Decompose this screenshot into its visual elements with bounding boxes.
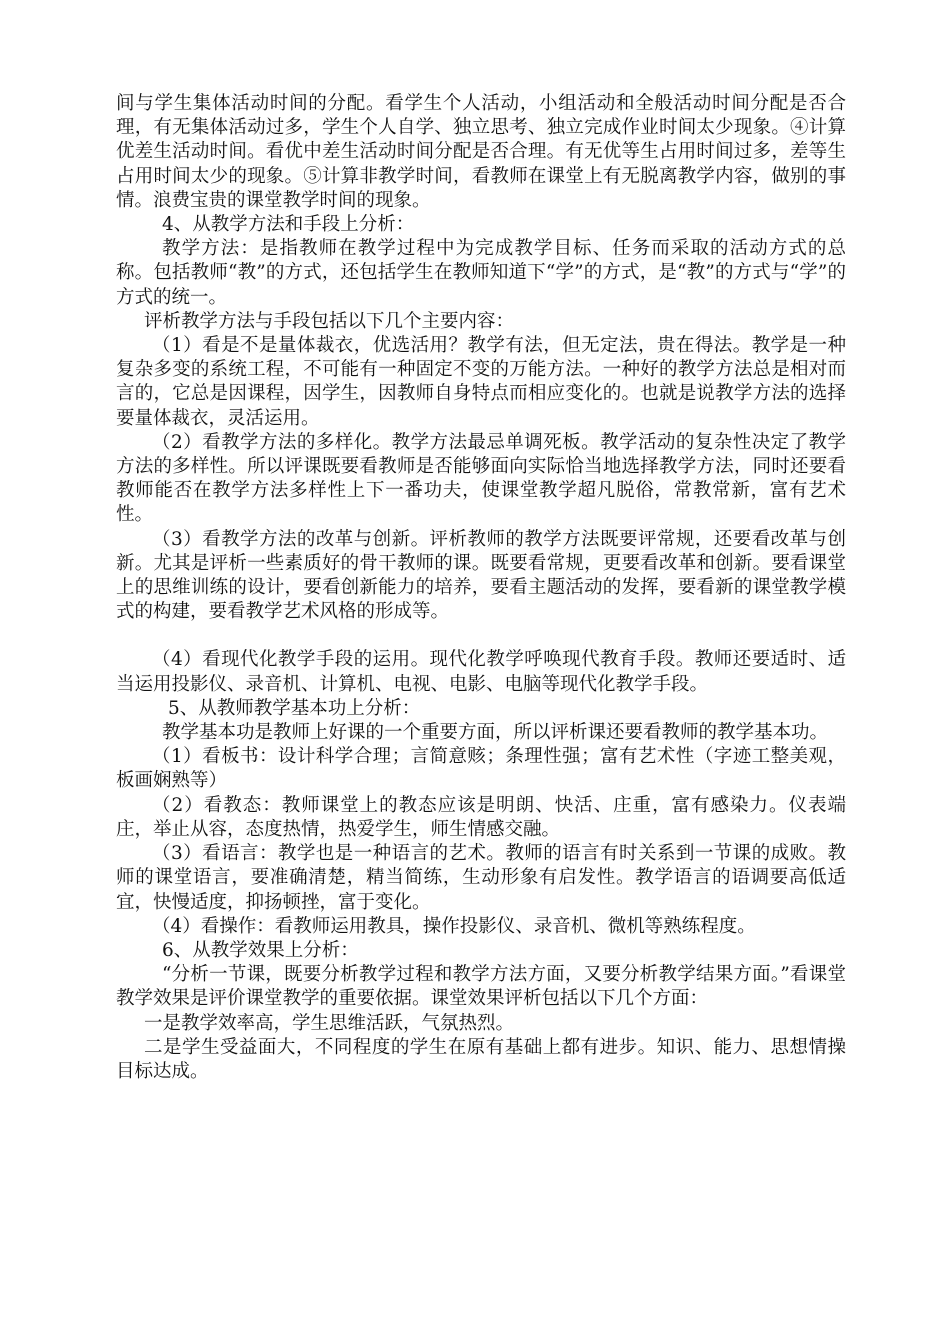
paragraph-basic-skills-intro: 教学基本功是教师上好课的一个重要方面，所以评析课还要看教师的教学基本功。 [162,722,829,744]
section-heading-4: 4、从教学方法和手段上分析： [162,214,415,236]
paragraph-effect-intro: “分析一节课，既要分析教学过程和教学方法方面，又要分析教学结果方面。”看课堂教学效果是评价课堂教学的重要依据。课堂效果评析包括以下几个方面： [116,964,846,1010]
section-heading-6: 6、从教学效果上分析： [162,939,359,961]
paragraph-skill-language: （3）看语言：教学也是一种语言的艺术。教师的语言有时关系到一节课的成败。教师的课堂语言，要准确清楚，精当简练，生动形象有启发性。教学语言的语调要高低适宜，快慢适度，抑扬顿挫，富于变化。 [116,843,846,913]
paragraph-effect-1: 一是教学效率高，学生思维活跃，气氛热烈。 [144,1012,515,1034]
paragraph-method-item-4: （4）看现代化教学手段的运用。现代化教学呼唤现代教育手段。教师还要适时、适当运用投影仪、录音机、计算机、电视、电影、电脑等现代化教学手段。 [116,649,846,695]
document-page [116,92,846,1084]
paragraph-method-item-3: （3）看教学方法的改革与创新。评析教师的教学方法既要评常规，还要看改革与创新。尤其是评析一些素质好的骨干教师的课。既要看常规，更要看改革和创新。要看课堂上的思维训练的设计，要看创新能力的培养，要看主题活动的发挥，要看新的课堂教学模式的构建，要看教学艺术风格的形成等。 [116,528,846,623]
paragraph-method-evaluation-intro: 评析教学方法与手段包括以下几个主要内容： [144,310,515,332]
paragraph-skill-blackboard: （1）看板书：设计科学合理；言简意赅；条理性强；富有艺术性（字迹工整美观，板画娴熟等） [116,746,846,792]
paragraph-method-item-1: （1）看是不是量体裁衣，优选活用？教学有法，但无定法，贵在得法。教学是一种复杂多变的系统工程，不可能有一种固定不变的万能方法。一种好的教学方法总是相对而言的，它总是因课程，因学生，因教师自身特点而相应变化的。也就是说教学方法的选择要量体裁衣，灵活运用。 [116,335,846,429]
section-heading-5: 5、从教师教学基本功上分析： [168,697,421,719]
paragraph-teaching-method-definition: 教学方法：是指教师在教学过程中为完成教学目标、任务而采取的活动方式的总称。包括教师“教”的方式，还包括学生在教师知道下“学”的方式，是“教”的方式与“学”的方式的统一。 [116,238,846,308]
paragraph-effect-2: 二是学生受益面大，不同程度的学生在原有基础上都有进步。知识、能力、思想情操目标达成。 [116,1036,846,1082]
paragraph-method-item-2: （2）看教学方法的多样化。教学方法最忌单调死板。教学活动的复杂性决定了教学方法的多样性。所以评课既要看教师是否能够面向实际恰当地选择教学方法，同时还要看教师能否在教学方法多样性上下一番功夫，使课堂教学超凡脱俗，常教常新，富有艺术性。 [116,431,846,526]
paragraph-skill-operation: （4）看操作：看教师运用教具，操作投影仪、录音机、微机等熟练程度。 [152,915,756,937]
paragraph-time-allocation: 间与学生集体活动时间的分配。看学生个人活动，小组活动和全般活动时间分配是否合理，有无集体活动过多，学生个人自学、独立思考、独立完成作业时间太少现象。④计算优差生活动时间。看优中差生活动时间分配是否合理。有无优等生占用时间过多，差等生占用时间太少的现象。⑤计算非教学时间，看教师在课堂上有无脱离教学内容，做别的事情。浪费宝贵的课堂教学时间的现象。 [116,93,846,211]
paragraph-skill-demeanor: （2）看教态：教师课堂上的教态应该是明朗、快活、庄重，富有感染力。仪表端庄，举止从容，态度热情，热爱学生，师生情感交融。 [116,794,846,840]
